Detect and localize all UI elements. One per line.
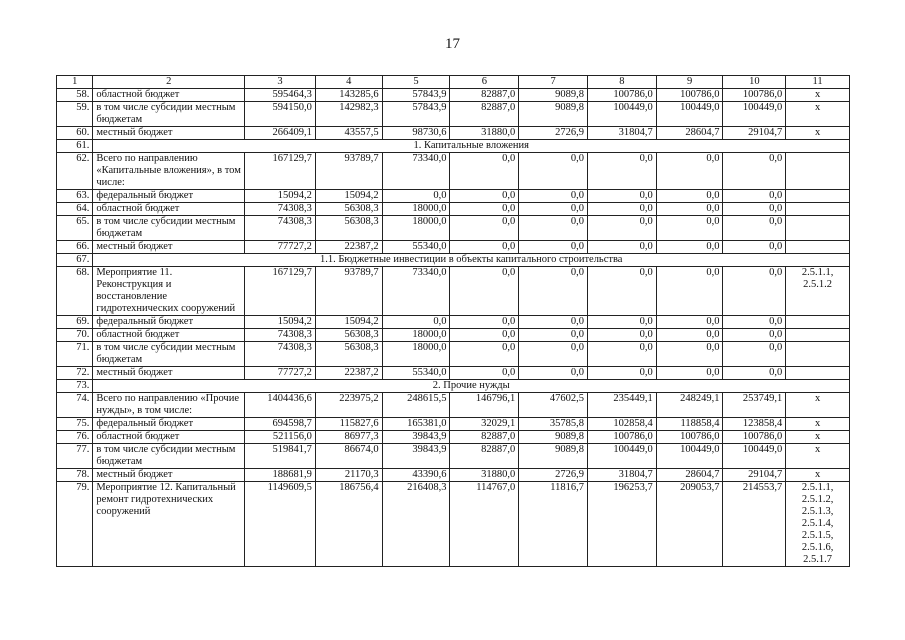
value-cell: 216408,3 [382, 482, 450, 567]
value-cell: 18000,0 [382, 342, 450, 367]
value-cell: 74308,3 [245, 203, 316, 216]
table-row [57, 367, 850, 380]
target-ref [786, 102, 850, 127]
value-cell: 0,0 [587, 153, 656, 190]
value-cell: 123858,4 [723, 418, 786, 431]
row-name: Мероприятие 11. Реконструкция и восстановление гидротехнических сооружений [93, 267, 245, 316]
section-row [57, 254, 850, 267]
value-cell: 1404436,6 [245, 393, 316, 418]
value-cell: 118858,4 [656, 418, 723, 431]
row-name: в том числе субсидии местным бюджетам [93, 102, 245, 127]
value-cell: 0,0 [656, 153, 723, 190]
target-ref [786, 316, 850, 329]
value-cell: 15094,2 [245, 190, 316, 203]
target-ref-line: x [814, 444, 821, 455]
target-ref-line: 2.5.1.2 [803, 279, 833, 290]
row-number: 63. [57, 190, 93, 203]
value-cell: 519841,7 [245, 444, 316, 469]
table-row [57, 190, 850, 203]
value-cell: 100786,0 [723, 431, 786, 444]
value-cell: 0,0 [656, 316, 723, 329]
row-name: федеральный бюджет [93, 190, 245, 203]
target-ref-line: x [814, 102, 821, 113]
value-cell: 196253,7 [587, 482, 656, 567]
value-cell: 142982,3 [315, 102, 382, 127]
value-cell: 248249,1 [656, 393, 723, 418]
value-cell: 0,0 [587, 203, 656, 216]
table-row [57, 203, 850, 216]
value-cell: 22387,2 [315, 367, 382, 380]
value-cell: 214553,7 [723, 482, 786, 567]
value-cell: 0,0 [587, 216, 656, 241]
value-cell: 28604,7 [656, 127, 723, 140]
value-cell: 266409,1 [245, 127, 316, 140]
value-cell: 35785,8 [519, 418, 588, 431]
value-cell: 82887,0 [450, 431, 519, 444]
target-ref [786, 482, 850, 567]
value-cell: 0,0 [450, 342, 519, 367]
section-title: 2. Прочие нужды [93, 380, 850, 393]
value-cell: 74308,3 [245, 329, 316, 342]
value-cell: 0,0 [519, 367, 588, 380]
value-cell: 31804,7 [587, 469, 656, 482]
row-number: 78. [57, 469, 93, 482]
target-ref [786, 127, 850, 140]
table-row [57, 431, 850, 444]
value-cell: 0,0 [656, 203, 723, 216]
value-cell: 82887,0 [450, 102, 519, 127]
row-name: местный бюджет [93, 367, 245, 380]
row-number: 74. [57, 393, 93, 418]
value-cell: 74308,3 [245, 216, 316, 241]
value-cell: 146796,1 [450, 393, 519, 418]
value-cell: 0,0 [450, 190, 519, 203]
row-name: областной бюджет [93, 329, 245, 342]
value-cell: 594150,0 [245, 102, 316, 127]
row-number: 62. [57, 153, 93, 190]
header-cell: 9 [656, 76, 723, 89]
target-ref [786, 444, 850, 469]
row-name: федеральный бюджет [93, 418, 245, 431]
value-cell: 9089,8 [519, 89, 588, 102]
value-cell: 0,0 [450, 329, 519, 342]
value-cell: 39843,9 [382, 431, 450, 444]
value-cell: 0,0 [723, 153, 786, 190]
value-cell: 9089,8 [519, 444, 588, 469]
value-cell: 0,0 [519, 267, 588, 316]
row-number: 72. [57, 367, 93, 380]
value-cell: 15094,2 [245, 316, 316, 329]
value-cell: 143285,6 [315, 89, 382, 102]
header-cell: 8 [587, 76, 656, 89]
value-cell: 73340,0 [382, 153, 450, 190]
value-cell: 1149609,5 [245, 482, 316, 567]
table-row [57, 267, 850, 316]
target-ref [786, 241, 850, 254]
value-cell: 114767,0 [450, 482, 519, 567]
row-number: 76. [57, 431, 93, 444]
target-ref [786, 367, 850, 380]
table-row [57, 393, 850, 418]
row-name: местный бюджет [93, 469, 245, 482]
target-ref-line: x [814, 393, 821, 404]
value-cell: 0,0 [656, 329, 723, 342]
value-cell: 55340,0 [382, 367, 450, 380]
row-name: Мероприятие 12. Капитальный ремонт гидротехнических сооружений [93, 482, 245, 567]
value-cell: 0,0 [723, 329, 786, 342]
value-cell: 56308,3 [315, 216, 382, 241]
value-cell: 74308,3 [245, 342, 316, 367]
value-cell: 100449,0 [723, 102, 786, 127]
row-number: 59. [57, 102, 93, 127]
value-cell: 77727,2 [245, 367, 316, 380]
table-row [57, 127, 850, 140]
target-ref [786, 431, 850, 444]
row-name: местный бюджет [93, 241, 245, 254]
value-cell: 9089,8 [519, 431, 588, 444]
value-cell: 100449,0 [723, 444, 786, 469]
value-cell: 82887,0 [450, 89, 519, 102]
value-cell: 0,0 [723, 216, 786, 241]
row-number: 65. [57, 216, 93, 241]
value-cell: 29104,7 [723, 127, 786, 140]
value-cell: 115827,6 [315, 418, 382, 431]
value-cell: 18000,0 [382, 216, 450, 241]
section-title: 1.1. Бюджетные инвестиции в объекты капитального строительства [93, 254, 850, 267]
header-cell: 4 [315, 76, 382, 89]
header-cell: 5 [382, 76, 450, 89]
value-cell: 55340,0 [382, 241, 450, 254]
target-ref-line: x [814, 89, 821, 100]
value-cell: 22387,2 [315, 241, 382, 254]
target-ref [786, 153, 850, 190]
value-cell: 0,0 [587, 241, 656, 254]
value-cell: 57843,9 [382, 89, 450, 102]
value-cell: 0,0 [450, 203, 519, 216]
value-cell: 57843,9 [382, 102, 450, 127]
value-cell: 521156,0 [245, 431, 316, 444]
target-ref-line: x [814, 418, 821, 429]
value-cell: 31880,0 [450, 127, 519, 140]
row-number: 61. [57, 140, 93, 153]
header-cell: 11 [786, 76, 850, 89]
value-cell: 0,0 [656, 267, 723, 316]
value-cell: 0,0 [723, 316, 786, 329]
header-cell: 3 [245, 76, 316, 89]
value-cell: 47602,5 [519, 393, 588, 418]
value-cell: 21170,3 [315, 469, 382, 482]
target-ref-line: 2.5.1.2, [801, 494, 834, 505]
value-cell: 15094,2 [315, 190, 382, 203]
target-ref [786, 267, 850, 316]
value-cell: 82887,0 [450, 444, 519, 469]
value-cell: 86977,3 [315, 431, 382, 444]
value-cell: 0,0 [587, 190, 656, 203]
target-ref-line: 2.5.1.7 [803, 554, 833, 565]
value-cell: 93789,7 [315, 267, 382, 316]
value-cell: 694598,7 [245, 418, 316, 431]
value-cell: 253749,1 [723, 393, 786, 418]
value-cell: 0,0 [723, 241, 786, 254]
table-row [57, 482, 850, 567]
value-cell: 188681,9 [245, 469, 316, 482]
value-cell: 15094,2 [315, 316, 382, 329]
value-cell: 0,0 [587, 316, 656, 329]
row-number: 67. [57, 254, 93, 267]
value-cell: 0,0 [519, 216, 588, 241]
value-cell: 0,0 [587, 267, 656, 316]
row-number: 60. [57, 127, 93, 140]
row-name: Всего по направлению «Прочие нужды», в том числе: [93, 393, 245, 418]
table-row [57, 316, 850, 329]
row-name: федеральный бюджет [93, 316, 245, 329]
row-number: 71. [57, 342, 93, 367]
row-name: областной бюджет [93, 203, 245, 216]
value-cell: 0,0 [450, 216, 519, 241]
row-name: в том числе субсидии местным бюджетам [93, 216, 245, 241]
row-name: Всего по направлению «Капитальные вложения», в том числе: [93, 153, 245, 190]
value-cell: 100449,0 [656, 444, 723, 469]
table-row [57, 89, 850, 102]
value-cell: 2726,9 [519, 127, 588, 140]
table-row [57, 444, 850, 469]
target-ref [786, 418, 850, 431]
value-cell: 0,0 [519, 241, 588, 254]
value-cell: 0,0 [723, 203, 786, 216]
value-cell: 0,0 [587, 342, 656, 367]
table-row [57, 216, 850, 241]
value-cell: 209053,7 [656, 482, 723, 567]
section-row [57, 380, 850, 393]
value-cell: 29104,7 [723, 469, 786, 482]
value-cell: 0,0 [382, 316, 450, 329]
header-row [57, 76, 850, 89]
target-ref-line: 2.5.1.6, [801, 542, 834, 553]
value-cell: 2726,9 [519, 469, 588, 482]
value-cell: 223975,2 [315, 393, 382, 418]
target-ref-line: 2.5.1.1, [801, 482, 834, 493]
header-cell: 6 [450, 76, 519, 89]
value-cell: 100786,0 [587, 431, 656, 444]
value-cell: 31804,7 [587, 127, 656, 140]
target-ref-line: 2.5.1.3, [801, 506, 834, 517]
value-cell: 248615,5 [382, 393, 450, 418]
value-cell: 0,0 [723, 190, 786, 203]
value-cell: 31880,0 [450, 469, 519, 482]
value-cell: 165381,0 [382, 418, 450, 431]
section-title: 1. Капитальные вложения [93, 140, 850, 153]
row-number: 70. [57, 329, 93, 342]
table-row [57, 342, 850, 367]
value-cell: 100449,0 [656, 102, 723, 127]
target-ref [786, 393, 850, 418]
row-number: 73. [57, 380, 93, 393]
row-name: в том числе субсидии местным бюджетам [93, 342, 245, 367]
row-number: 66. [57, 241, 93, 254]
value-cell: 0,0 [656, 367, 723, 380]
target-ref [786, 342, 850, 367]
header-cell: 10 [723, 76, 786, 89]
value-cell: 100786,0 [656, 89, 723, 102]
value-cell: 0,0 [450, 241, 519, 254]
table-row [57, 329, 850, 342]
value-cell: 18000,0 [382, 329, 450, 342]
table-row [57, 418, 850, 431]
value-cell: 18000,0 [382, 203, 450, 216]
value-cell: 0,0 [723, 342, 786, 367]
value-cell: 56308,3 [315, 203, 382, 216]
target-ref-line: 2.5.1.4, [801, 518, 834, 529]
value-cell: 0,0 [656, 190, 723, 203]
value-cell: 235449,1 [587, 393, 656, 418]
table-row [57, 153, 850, 190]
target-ref [786, 216, 850, 241]
target-ref-line: x [814, 469, 821, 480]
row-number: 79. [57, 482, 93, 567]
target-ref [786, 89, 850, 102]
value-cell: 93789,7 [315, 153, 382, 190]
value-cell: 0,0 [656, 241, 723, 254]
section-row [57, 140, 850, 153]
target-ref-line: x [814, 127, 821, 138]
value-cell: 11816,7 [519, 482, 588, 567]
budget-table [56, 75, 850, 567]
row-name: областной бюджет [93, 431, 245, 444]
target-ref-line: 2.5.1.1, [801, 267, 834, 278]
row-name: областной бюджет [93, 89, 245, 102]
row-number: 77. [57, 444, 93, 469]
value-cell: 100786,0 [723, 89, 786, 102]
value-cell: 100786,0 [587, 89, 656, 102]
value-cell: 56308,3 [315, 329, 382, 342]
value-cell: 0,0 [519, 342, 588, 367]
row-number: 69. [57, 316, 93, 329]
value-cell: 98730,6 [382, 127, 450, 140]
value-cell: 0,0 [450, 316, 519, 329]
value-cell: 0,0 [723, 367, 786, 380]
target-ref [786, 329, 850, 342]
value-cell: 100449,0 [587, 102, 656, 127]
value-cell: 0,0 [587, 367, 656, 380]
value-cell: 56308,3 [315, 342, 382, 367]
value-cell: 100449,0 [587, 444, 656, 469]
target-ref [786, 469, 850, 482]
value-cell: 0,0 [450, 267, 519, 316]
value-cell: 0,0 [723, 267, 786, 316]
value-cell: 0,0 [519, 316, 588, 329]
page-number: 17 [445, 36, 460, 52]
row-number: 58. [57, 89, 93, 102]
value-cell: 28604,7 [656, 469, 723, 482]
value-cell: 39843,9 [382, 444, 450, 469]
value-cell: 0,0 [656, 216, 723, 241]
target-ref [786, 203, 850, 216]
value-cell: 0,0 [382, 190, 450, 203]
target-ref-line: 2.5.1.5, [801, 530, 834, 541]
value-cell: 73340,0 [382, 267, 450, 316]
header-cell: 1 [57, 76, 93, 89]
row-number: 75. [57, 418, 93, 431]
value-cell: 86674,0 [315, 444, 382, 469]
row-name: местный бюджет [93, 127, 245, 140]
value-cell: 43390,6 [382, 469, 450, 482]
value-cell: 595464,3 [245, 89, 316, 102]
value-cell: 0,0 [519, 329, 588, 342]
target-ref [786, 190, 850, 203]
header-cell: 2 [93, 76, 245, 89]
table-row [57, 241, 850, 254]
row-number: 68. [57, 267, 93, 316]
row-number: 64. [57, 203, 93, 216]
value-cell: 9089,8 [519, 102, 588, 127]
value-cell: 0,0 [656, 342, 723, 367]
value-cell: 102858,4 [587, 418, 656, 431]
value-cell: 186756,4 [315, 482, 382, 567]
value-cell: 32029,1 [450, 418, 519, 431]
header-cell: 7 [519, 76, 588, 89]
value-cell: 77727,2 [245, 241, 316, 254]
target-ref-line: x [814, 431, 821, 442]
value-cell: 0,0 [450, 153, 519, 190]
value-cell: 0,0 [519, 203, 588, 216]
row-name: в том числе субсидии местным бюджетам [93, 444, 245, 469]
table-row [57, 469, 850, 482]
value-cell: 0,0 [450, 367, 519, 380]
value-cell: 0,0 [519, 190, 588, 203]
table-row [57, 102, 850, 127]
value-cell: 167129,7 [245, 153, 316, 190]
value-cell: 167129,7 [245, 267, 316, 316]
value-cell: 43557,5 [315, 127, 382, 140]
value-cell: 100786,0 [656, 431, 723, 444]
value-cell: 0,0 [519, 153, 588, 190]
value-cell: 0,0 [587, 329, 656, 342]
